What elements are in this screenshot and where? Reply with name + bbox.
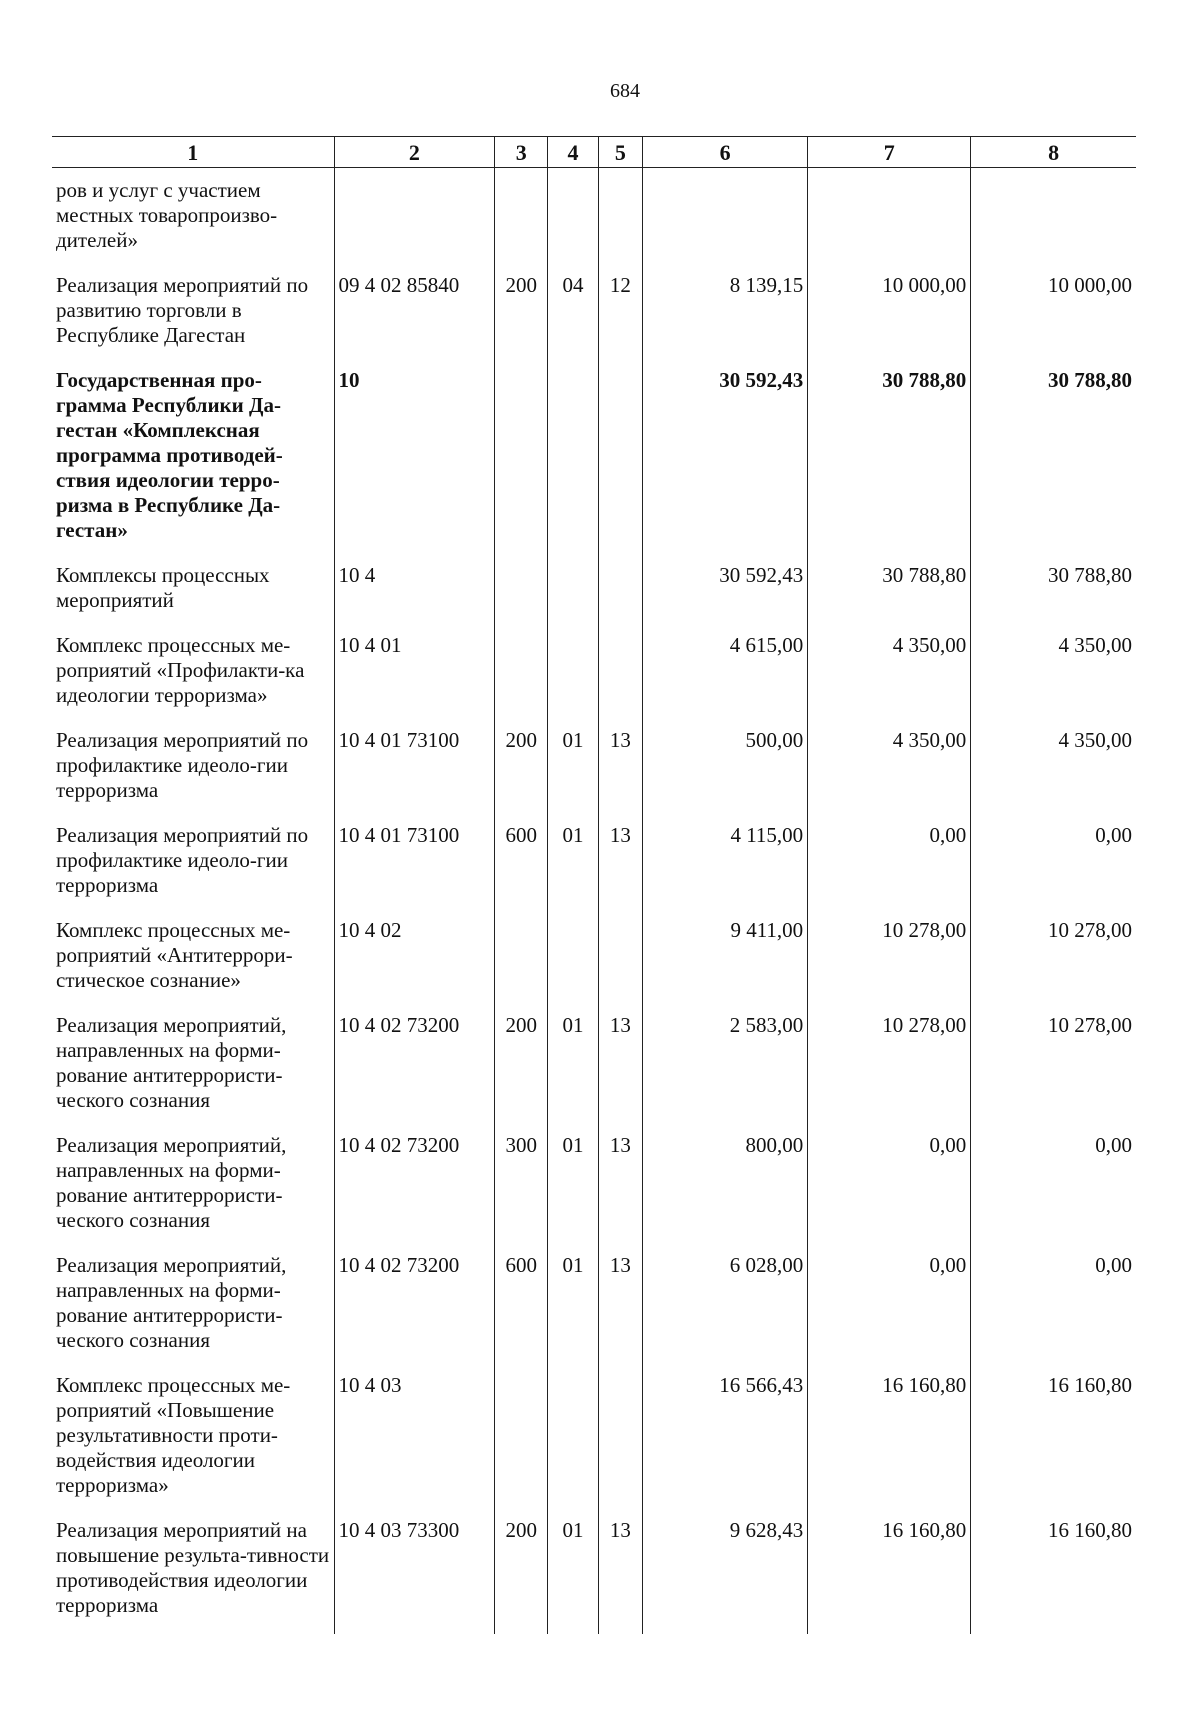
column-header-2: 2 bbox=[334, 137, 495, 168]
table-row bbox=[52, 629, 1136, 724]
item-name: Комплексы процессных мероприятий bbox=[52, 559, 334, 629]
item-code: 10 bbox=[334, 364, 495, 559]
item-col3 bbox=[495, 168, 548, 270]
column-header-5: 5 bbox=[598, 137, 642, 168]
item-name: Реализация мероприятий по профилактике идеоло-гии терроризма bbox=[52, 819, 334, 914]
table-header-row bbox=[52, 137, 1136, 168]
item-value-8: 0,00 bbox=[971, 1249, 1136, 1369]
item-value-8: 10 278,00 bbox=[971, 1009, 1136, 1129]
item-value-8: 16 160,80 bbox=[971, 1369, 1136, 1514]
item-col4: 01 bbox=[548, 819, 599, 914]
item-col3: 200 bbox=[495, 1514, 548, 1634]
item-col4 bbox=[548, 914, 599, 1009]
table-row bbox=[52, 1129, 1136, 1249]
item-value-7: 30 788,80 bbox=[808, 364, 971, 559]
column-header-6: 6 bbox=[642, 137, 807, 168]
item-col5: 12 bbox=[598, 269, 642, 364]
item-col4 bbox=[548, 364, 599, 559]
item-code: 10 4 03 bbox=[334, 1369, 495, 1514]
item-col4: 01 bbox=[548, 1009, 599, 1129]
item-value-7: 16 160,80 bbox=[808, 1369, 971, 1514]
item-col3 bbox=[495, 629, 548, 724]
item-col5 bbox=[598, 914, 642, 1009]
column-header-3: 3 bbox=[495, 137, 548, 168]
table-row bbox=[52, 724, 1136, 819]
item-code: 10 4 02 73200 bbox=[334, 1249, 495, 1369]
item-col3 bbox=[495, 914, 548, 1009]
item-value-6 bbox=[642, 168, 807, 270]
item-value-7: 4 350,00 bbox=[808, 724, 971, 819]
item-col4: 01 bbox=[548, 1129, 599, 1249]
item-value-6: 9 628,43 bbox=[642, 1514, 807, 1634]
item-col3: 200 bbox=[495, 1009, 548, 1129]
item-code: 10 4 02 bbox=[334, 914, 495, 1009]
item-code: 10 4 bbox=[334, 559, 495, 629]
item-col3: 600 bbox=[495, 1249, 548, 1369]
item-value-7: 0,00 bbox=[808, 819, 971, 914]
item-name: Государственная про-грамма Республики Да-гестан «Комплексная программа противодей-ствия идеологии терро-ризма в Республике Да-гестан» bbox=[52, 364, 334, 559]
item-code: 09 4 02 85840 bbox=[334, 269, 495, 364]
item-col3 bbox=[495, 1369, 548, 1514]
item-value-8: 4 350,00 bbox=[971, 629, 1136, 724]
item-name: Реализация мероприятий по развитию торговли в Республике Дагестан bbox=[52, 269, 334, 364]
item-code: 10 4 02 73200 bbox=[334, 1129, 495, 1249]
item-value-6: 2 583,00 bbox=[642, 1009, 807, 1129]
table-row bbox=[52, 168, 1136, 270]
item-value-6: 4 115,00 bbox=[642, 819, 807, 914]
item-value-6: 16 566,43 bbox=[642, 1369, 807, 1514]
item-value-7: 4 350,00 bbox=[808, 629, 971, 724]
item-col5: 13 bbox=[598, 724, 642, 819]
item-value-7 bbox=[808, 168, 971, 270]
item-col4 bbox=[548, 559, 599, 629]
item-name: Комплекс процессных ме-роприятий «Повышение результативности проти-водействия идеологии терроризма» bbox=[52, 1369, 334, 1514]
item-col4: 01 bbox=[548, 1249, 599, 1369]
item-value-8: 16 160,80 bbox=[971, 1514, 1136, 1634]
column-header-4: 4 bbox=[548, 137, 599, 168]
item-name: Реализация мероприятий, направленных на форми-рование антитеррористи-ческого сознания bbox=[52, 1009, 334, 1129]
item-col5 bbox=[598, 629, 642, 724]
item-value-8: 30 788,80 bbox=[971, 559, 1136, 629]
item-value-7: 10 000,00 bbox=[808, 269, 971, 364]
item-value-6: 6 028,00 bbox=[642, 1249, 807, 1369]
item-col5: 13 bbox=[598, 1009, 642, 1129]
column-header-8: 8 bbox=[971, 137, 1136, 168]
item-col3: 200 bbox=[495, 724, 548, 819]
column-header-7: 7 bbox=[808, 137, 971, 168]
table-body bbox=[52, 168, 1136, 1635]
item-value-7: 10 278,00 bbox=[808, 1009, 971, 1129]
item-col3: 600 bbox=[495, 819, 548, 914]
item-col3 bbox=[495, 364, 548, 559]
table-row bbox=[52, 269, 1136, 364]
item-col5: 13 bbox=[598, 1129, 642, 1249]
item-name: Реализация мероприятий на повышение результа-тивности противодействия идеологии терроризма bbox=[52, 1514, 334, 1634]
item-value-6: 30 592,43 bbox=[642, 559, 807, 629]
item-value-7: 0,00 bbox=[808, 1249, 971, 1369]
item-name: Реализация мероприятий, направленных на форми-рование антитеррористи-ческого сознания bbox=[52, 1249, 334, 1369]
item-value-8: 10 000,00 bbox=[971, 269, 1136, 364]
table-row bbox=[52, 1369, 1136, 1514]
item-name: Комплекс процессных ме-роприятий «Антитеррори-стическое сознание» bbox=[52, 914, 334, 1009]
table-row bbox=[52, 819, 1136, 914]
item-col5 bbox=[598, 559, 642, 629]
budget-table bbox=[52, 136, 1136, 1634]
item-value-8: 10 278,00 bbox=[971, 914, 1136, 1009]
item-value-6: 4 615,00 bbox=[642, 629, 807, 724]
item-value-6: 8 139,15 bbox=[642, 269, 807, 364]
item-col5 bbox=[598, 1369, 642, 1514]
item-name: Реализация мероприятий по профилактике идеоло-гии терроризма bbox=[52, 724, 334, 819]
item-code: 10 4 03 73300 bbox=[334, 1514, 495, 1634]
item-value-7: 30 788,80 bbox=[808, 559, 971, 629]
item-col5: 13 bbox=[598, 1514, 642, 1634]
item-name: Реализация мероприятий, направленных на форми-рование антитеррористи-ческого сознания bbox=[52, 1129, 334, 1249]
item-col3: 200 bbox=[495, 269, 548, 364]
item-col4 bbox=[548, 629, 599, 724]
table-row bbox=[52, 914, 1136, 1009]
item-value-6: 500,00 bbox=[642, 724, 807, 819]
table-row bbox=[52, 1009, 1136, 1129]
item-col4 bbox=[548, 168, 599, 270]
item-col3 bbox=[495, 559, 548, 629]
item-value-8: 30 788,80 bbox=[971, 364, 1136, 559]
table-row bbox=[52, 1514, 1136, 1634]
table-row bbox=[52, 364, 1136, 559]
item-col5 bbox=[598, 364, 642, 559]
item-value-6: 30 592,43 bbox=[642, 364, 807, 559]
item-value-6: 800,00 bbox=[642, 1129, 807, 1249]
item-name: Комплекс процессных ме-роприятий «Профилакти-ка идеологии терроризма» bbox=[52, 629, 334, 724]
item-value-8 bbox=[971, 168, 1136, 270]
item-code: 10 4 01 73100 bbox=[334, 724, 495, 819]
item-col4: 01 bbox=[548, 1514, 599, 1634]
item-col5 bbox=[598, 168, 642, 270]
item-col4 bbox=[548, 1369, 599, 1514]
item-code: 10 4 01 bbox=[334, 629, 495, 724]
item-col5: 13 bbox=[598, 1249, 642, 1369]
item-value-8: 0,00 bbox=[971, 819, 1136, 914]
item-code bbox=[334, 168, 495, 270]
item-value-8: 0,00 bbox=[971, 1129, 1136, 1249]
table-row bbox=[52, 1249, 1136, 1369]
item-value-7: 10 278,00 bbox=[808, 914, 971, 1009]
page-number: 684 bbox=[610, 80, 640, 102]
item-value-8: 4 350,00 bbox=[971, 724, 1136, 819]
item-col5: 13 bbox=[598, 819, 642, 914]
item-col3: 300 bbox=[495, 1129, 548, 1249]
item-value-7: 0,00 bbox=[808, 1129, 971, 1249]
item-code: 10 4 01 73100 bbox=[334, 819, 495, 914]
item-col4: 04 bbox=[548, 269, 599, 364]
item-code: 10 4 02 73200 bbox=[334, 1009, 495, 1129]
item-col4: 01 bbox=[548, 724, 599, 819]
column-header-1: 1 bbox=[52, 137, 334, 168]
item-value-7: 16 160,80 bbox=[808, 1514, 971, 1634]
table-row bbox=[52, 559, 1136, 629]
item-value-6: 9 411,00 bbox=[642, 914, 807, 1009]
item-name: ров и услуг с участием местных товаропроизво-дителей» bbox=[52, 168, 334, 270]
